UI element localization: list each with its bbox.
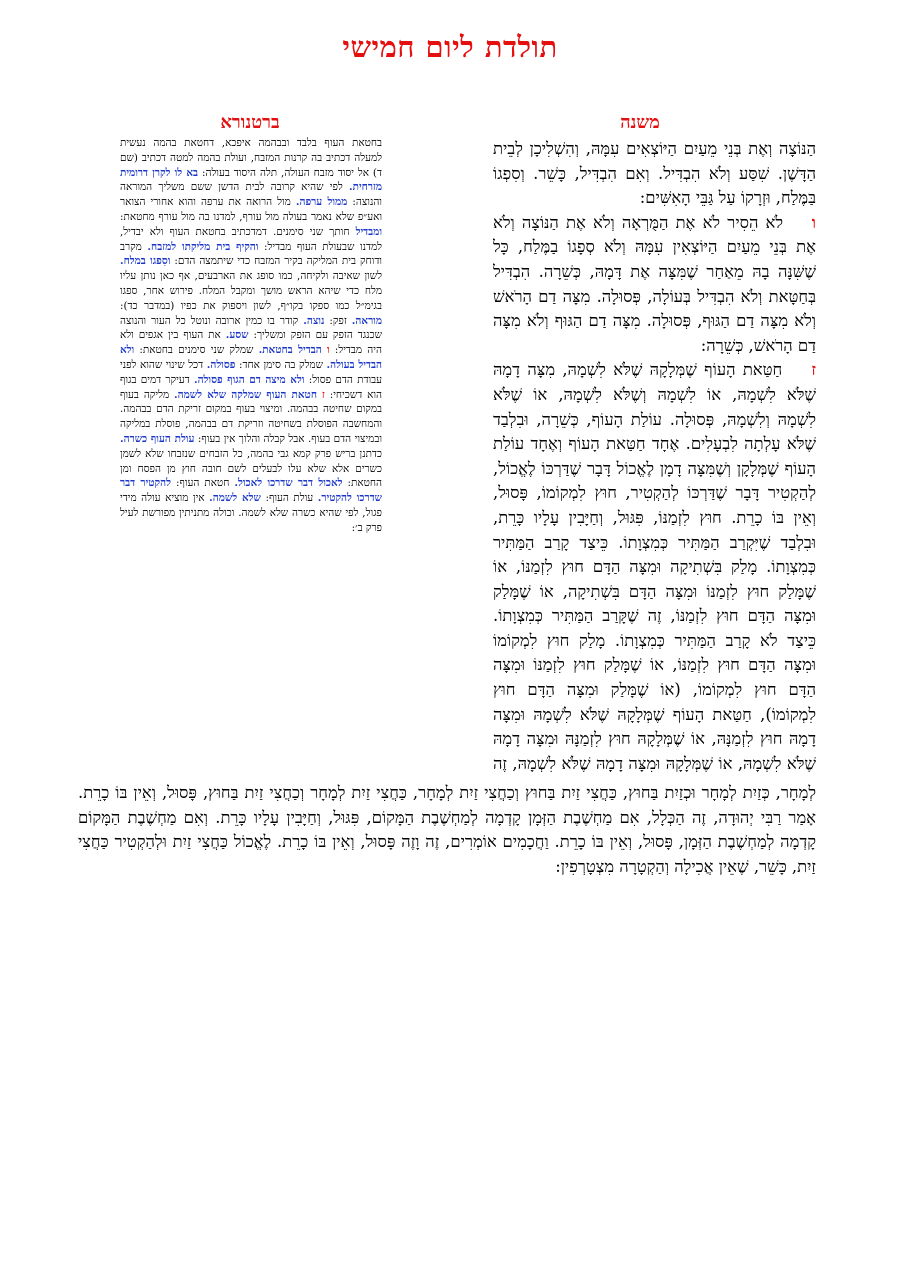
- commentary-text: את העוף בין אגפים ולא היה מבדיל:: [120, 329, 382, 357]
- commentary-text: דכל שינוי שהוא לפני עבודת הדם פסול:: [120, 358, 382, 386]
- commentary-text: שמלק בה סימן אחד:: [238, 358, 323, 371]
- mishna-intro: הַנּוֹצָה וְאֶת בְּנֵי מֵעַיִם הַיּוֹצְאִים עִמָּהּ, וְהִשְׁלִיכָן לְבֵית הַדָּשֶׁן. שִׁסַּע וְלֹא הִבְדִּיל. וְאִם הִבְדִּיל, כָּשֵׁר. וְסִפְגוֹ בַּמֶּלַח, וּזְרָקוֹ עַל גַּבֵּי הָאִשִּׁים:: [493, 139, 816, 208]
- commentary-text: קודר בו כמין ארובה ונוטל כל העור והנוצה שכנגד הזפק עם הזפק ומשליך:: [120, 314, 382, 342]
- dibbur-hamatchil: ממול ערפה.: [295, 196, 348, 209]
- mishna-segment-1: [493, 211, 816, 359]
- dibbur-hamatchil: מוראה.: [351, 314, 382, 327]
- commentary-text: חטאת העוף:: [175, 477, 230, 490]
- mishna-heading: משנה: [620, 112, 660, 133]
- segment-marker: ז: [321, 388, 325, 401]
- commentary-text: מליקה בעוף במקום שחיטה בבהמה. ומיצוי בעוף במקום זריקת הדם בבהמה. והמחשבה הפוסלת בשחיטה וזריקת דם בבהמה, פוסלת במליקה ובמיצוי הדם בעוף. אבל קבלה והלוך אין בעוף:: [120, 388, 382, 445]
- mishna-segment-2: [493, 358, 816, 777]
- commentary-text: עולת העוף:: [265, 492, 314, 505]
- dibbur-hamatchil: פסולה.: [206, 358, 236, 371]
- dibbur-hamatchil: לאכול דבר שדרכו לאכול.: [234, 477, 343, 490]
- commentary-text: מקרב ודוחק בית המליקה בקיר המזבח כדי שיתמצה הדם:: [120, 240, 382, 268]
- mishna-continuation: לְמָחָר, כְּזַיִת לְמָחָר וּכְזַיִת בַּחוּץ, כַּחֲצִי זַיִת בַּחוּץ וְכַחֲצִי זַיִת לְמָחָר, כַּחֲצִי זַיִת לְמָחָר וְכַחֲצִי זַיִת בַּחוּץ, פָּסוּל, וְאֵין בּוֹ כָרֵת. אָמַר רַבִּי יְהוּדָה, זֶה הַכְּלָל, אִם מַחְשֶׁבֶת הַזְּמָן קָדְמָה לְמַחְשֶׁבֶת הַמָּקוֹם, פִּגּוּל, וְחַיָּבִין עָלָיו כָּרֵת. וְאִם מַחְשֶׁבֶת הַמָּקוֹם קָדְמָה לְמַחְשֶׁבֶת הַזְּמָן, פָּסוּל, וְאֵין בּוֹ כָרֵת. וַחֲכָמִים אוֹמְרִים, זֶה וָזֶה פָּסוּל, וְאֵין בּוֹ כָרֵת. לֶאֱכוֹל כַּחֲצִי זַיִת וּלְהַקְטִיר כַּחֲצִי זַיִת, כָּשֵׁר, שֶׁאֵין אֲכִילָה וְהַקְטָרָה מִצְטָרְפִין:: [78, 783, 816, 876]
- dibbur-hamatchil: נוצה.: [303, 314, 325, 327]
- commentary-text: לפי שהיא קרובה לבית הדשן ששם משליך המוראה והנוצה:: [120, 181, 382, 209]
- dibbur-hamatchil: הבדיל בחטאת.: [258, 344, 322, 357]
- dibbur-hamatchil: שלא לשמה.: [209, 492, 261, 505]
- segment-text: חַטַּאת הָעוֹף שֶׁמְּלָקָהּ שֶׁלֹּא לִשְׁמָהּ, מִצָּה דָמָהּ שֶׁלֹּא לִשְׁמָהּ, אוֹ לִשְׁמָהּ וְשֶׁלֹּא לִשְׁמָהּ, אוֹ שֶׁלֹּא לִשְׁמָהּ וְלִשְׁמָהּ, פְּסוּלָה. עוֹלַת הָעוֹף, כְּשֵׁרָה, וּבִלְבַד שֶׁלֹּא עָלְתָה לִבְעָלִים. אֶחָד חַטַּאת הָעוֹף וְאֶחָד עוֹלַת הָעוֹף שֶׁמְּלָקָן וְשֶׁמִּצָּה דָמָן לֶאֱכוֹל דָּבָר שֶׁדַּרְכּוֹ לֶאֱכוֹל, לְהַקְטִיר דָּבָר שֶׁדַּרְכּוֹ לְהַקְטִיר, חוּץ לִמְקוֹמוֹ, פָּסוּל, וְאֵין בּוֹ כָרֵת. חוּץ לִזְמַנּוֹ, פִּגּוּל, וְחַיָּבִין עָלָיו כָּרֵת, וּבִלְבַד שֶׁיִּקְרַב הַמַּתִּיר כְּמִצְוָתוֹ. כֵּיצַד קָרַב הַמַּתִּיר כְּמִצְוָתוֹ. מָלַק בִּשְׁתִיקָה וּמִצָּה הַדָּם חוּץ לִזְמַנּוֹ, אוֹ שֶׁמָּלַק חוּץ לִזְמַנּוֹ וּמִצָּה הַדָּם בִּשְׁתִיקָה, אוֹ שֶׁמָּלַק וּמִצָּה הַדָּם חוּץ לִזְמַנּוֹ, זֶה שֶׁקָּרַב הַמַּתִּיר כְּמִצְוָתוֹ. כֵּיצַד לֹא קָרַב הַמַּתִּיר כְּמִצְוָתוֹ. מָלַק חוּץ לִמְקוֹמוֹ וּמִצָּה הַדָּם חוּץ לִזְמַנּוֹ, אוֹ שֶׁמָּלַק חוּץ לִזְמַנּוֹ וּמִצָּה הַדָּם חוּץ לִמְקוֹמוֹ, (אוֹ שֶׁמָּלַק וּמִצָּה הַדָּם חוּץ לִמְקוֹמוֹ), חַטַּאת הָעוֹף שֶׁמְּלָקָהּ שֶׁלֹּא לִשְׁמָהּ וּמִצָּה דָמָהּ חוּץ לִזְמַנָּהּ, אוֹ שֶׁמְּלָקָהּ חוּץ לִזְמַנָּהּ וּמִצָּה דָמָהּ שֶׁלֹּא לִשְׁמָהּ, אוֹ שֶׁמְּלָקָהּ וּמִצָּה דָמָהּ שֶׁלֹּא לִשְׁמָהּ, זֶה: [493, 360, 816, 773]
- dibbur-hamatchil: להקטיר דבר שדרכו להקטיר.: [120, 477, 382, 505]
- dibbur-hamatchil: ומבדיל: [355, 225, 382, 238]
- dibbur-hamatchil: ולא מיצה דם הגוף פסולה.: [193, 373, 305, 386]
- commentary-text: בחטאת העוף בלבד ובבהמה איפכא, דחטאת בהמה נעשית למעלה דכתיב בה קרנות המזבח, ועולת בהמה למטה דכתיב (שם ד) אל יסוד מזבח העולה, תלה היסוד בעולה:: [120, 137, 382, 179]
- bartenura-column: [120, 136, 382, 776]
- dibbur-hamatchil: והקיף בית מליקתו למזבח.: [147, 240, 259, 253]
- page-title: תולדת ליום חמישי: [342, 30, 558, 64]
- commentary-text: דעיקר דמים בגוף הוא דשכיחי:: [120, 373, 382, 401]
- segment-text: לֹא הֵסִיר לֹא אֶת הַמֻּרְאָה וְלֹא אֶת הַנּוֹצָה וְלֹא אֶת בְּנֵי מֵעַיִם הַיּוֹצְאִין עִמָּהּ וְלֹא סְפָגוֹ בַמֶּלַח, כָּל שֶׁשִּׁנָּה בָהּ מֵאַחַר שֶׁמִּצָּה אֶת דָּמָהּ, כְּשֵׁרָה. הִבְדִּיל בְּחַטָּאת וְלֹא הִבְדִּיל בְּעוֹלָה, פְּסוּלָה. מִצָּה דַם הָרֹאשׁ וְלֹא מִצָּה דַם הַגּוּף, פְּסוּלָה. מִצָּה דַם הַגּוּף וְלֹא מִצָּה דַם הָרֹאשׁ, כְּשֵׁרָה:: [493, 212, 816, 355]
- dibbur-hamatchil: חטאת העוף שמלקה שלא לשמה.: [174, 388, 317, 401]
- commentary-text: כדתנן בריש פרק קמא גבי בהמה, כל הזבחים שנזבחו שלא לשמן כשרים אלא שלא עלו לבעלים לשם חובה חוץ מן הפסח ומן החטאת:: [120, 447, 382, 490]
- dibbur-hamatchil: וסִפגו במלח.: [120, 255, 171, 268]
- dibbur-hamatchil: שסע.: [225, 329, 249, 342]
- bartenura-heading: ברטנורא: [220, 112, 280, 133]
- commentary-text: זפק:: [329, 314, 347, 327]
- dibbur-hamatchil: בא לו לקרן דרומית מזרחית.: [120, 166, 382, 194]
- commentary-text: לשון שאיבה ולקיחה, כמו סופג את הארבעים, אף כאן נותן עליו מלח כדי שיהא הראש מושך ומקבל המלח. פירוש אחר, ספגו בגימ״ל כמו ספקו בקו״ף, לשון ויספוק את כפיו (במדבר כד):: [120, 270, 382, 312]
- commentary-text: אין מוציא עולה מידי פגול, לפי שהיא כשרה שלא לשמה. וכולה מתניתין מפורשת לעיל פרק ב׳:: [120, 492, 382, 534]
- commentary-text: שמלק שני סימנים בחטאת:: [139, 344, 254, 357]
- dibbur-hamatchil: ולא הבדיל בעולה.: [120, 344, 382, 371]
- segment-marker: ז: [811, 360, 816, 380]
- mishna-column: [493, 137, 816, 777]
- segment-marker: ו: [811, 212, 816, 232]
- commentary-text: חותך שני סימנים. דמדכתיב בחטאת העוף ולא יבדיל, למדנו שבעולת העוף מבדיל:: [120, 225, 382, 253]
- segment-marker: ו: [326, 344, 330, 357]
- commentary-text: מול הרואה את ערפה והוא אחורי הצואר ואע״פ שלא נאמר בעולה מול עורף, למדנו בה מול עורף מחטאת:: [120, 196, 382, 223]
- dibbur-hamatchil: עולת העוף כשרה.: [120, 432, 195, 445]
